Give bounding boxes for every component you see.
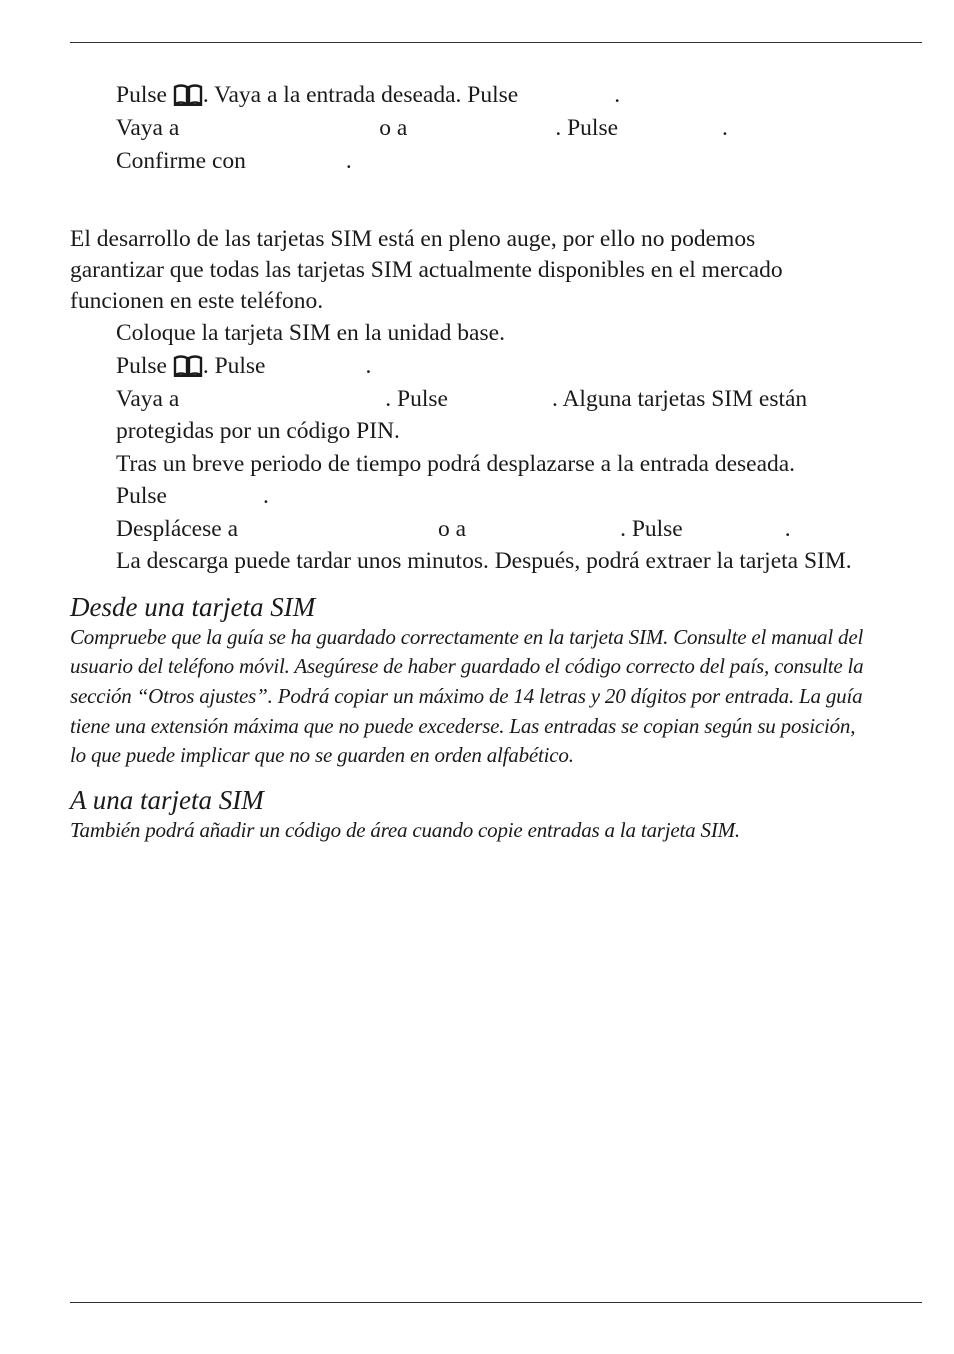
from-sim-line-3: sección “Otros ajustes”. Podrá copiar un máximo de 14 letras y 20 dígitos por entrada. La guía (70, 684, 863, 708)
intro-line-1: El desarrollo de las tarjetas SIM está en pleno auge, por ello no podemos (70, 226, 756, 252)
sim-step-6: Desplácese a o a . Pulse . (116, 516, 791, 542)
step-confirm: Confirme con . (116, 148, 352, 174)
intro-line-2: garantizar que todas las tarjetas SIM actualmente disponibles en el mercado (70, 257, 783, 283)
from-sim-line-4: tiene una extensión máxima que no puede excederse. Las entradas se copian según su posición, (70, 714, 856, 738)
sim-step-2: Pulse . Pulse . (116, 353, 372, 379)
sim-step-4: Tras un breve periodo de tiempo podrá desplazarse a la entrada deseada. (116, 451, 796, 477)
book-icon (173, 84, 203, 106)
intro-line-3: funcionen en este teléfono. (70, 288, 324, 314)
from-sim-line-2: usuario del teléfono móvil. Asegúrese de haber guardado el código correcto del país, consulte la (70, 654, 864, 678)
step-select-option: Vaya a o a . Pulse . (116, 115, 728, 141)
from-sim-line-1: Compruebe que la guía se ha guardado correctamente en la tarjeta SIM. Consulte el manual del (70, 625, 864, 649)
sim-step-7: La descarga puede tardar unos minutos. Después, podrá extraer la tarjeta SIM. (116, 548, 852, 574)
from-sim-heading: Desde una tarjeta SIM (70, 592, 316, 622)
step-open-entry: Pulse . Vaya a la entrada deseada. Pulse . (116, 82, 621, 108)
to-sim-line: También podrá añadir un código de área cuando copie entradas a la tarjeta SIM. (70, 818, 740, 842)
book-icon (173, 355, 203, 377)
sim-step-3-cont: protegidas por un código PIN. (116, 418, 400, 444)
from-sim-line-5: lo que puede implicar que no se guarden en orden alfabético. (70, 743, 574, 767)
top-rule (70, 42, 922, 43)
to-sim-heading: A una tarjeta SIM (70, 785, 264, 815)
sim-step-5: Pulse . (116, 483, 269, 509)
sim-step-1: Coloque la tarjeta SIM en la unidad base. (116, 320, 505, 346)
sim-step-3: Vaya a . Pulse . Alguna tarjetas SIM están (116, 386, 808, 412)
bottom-rule (70, 1302, 922, 1303)
